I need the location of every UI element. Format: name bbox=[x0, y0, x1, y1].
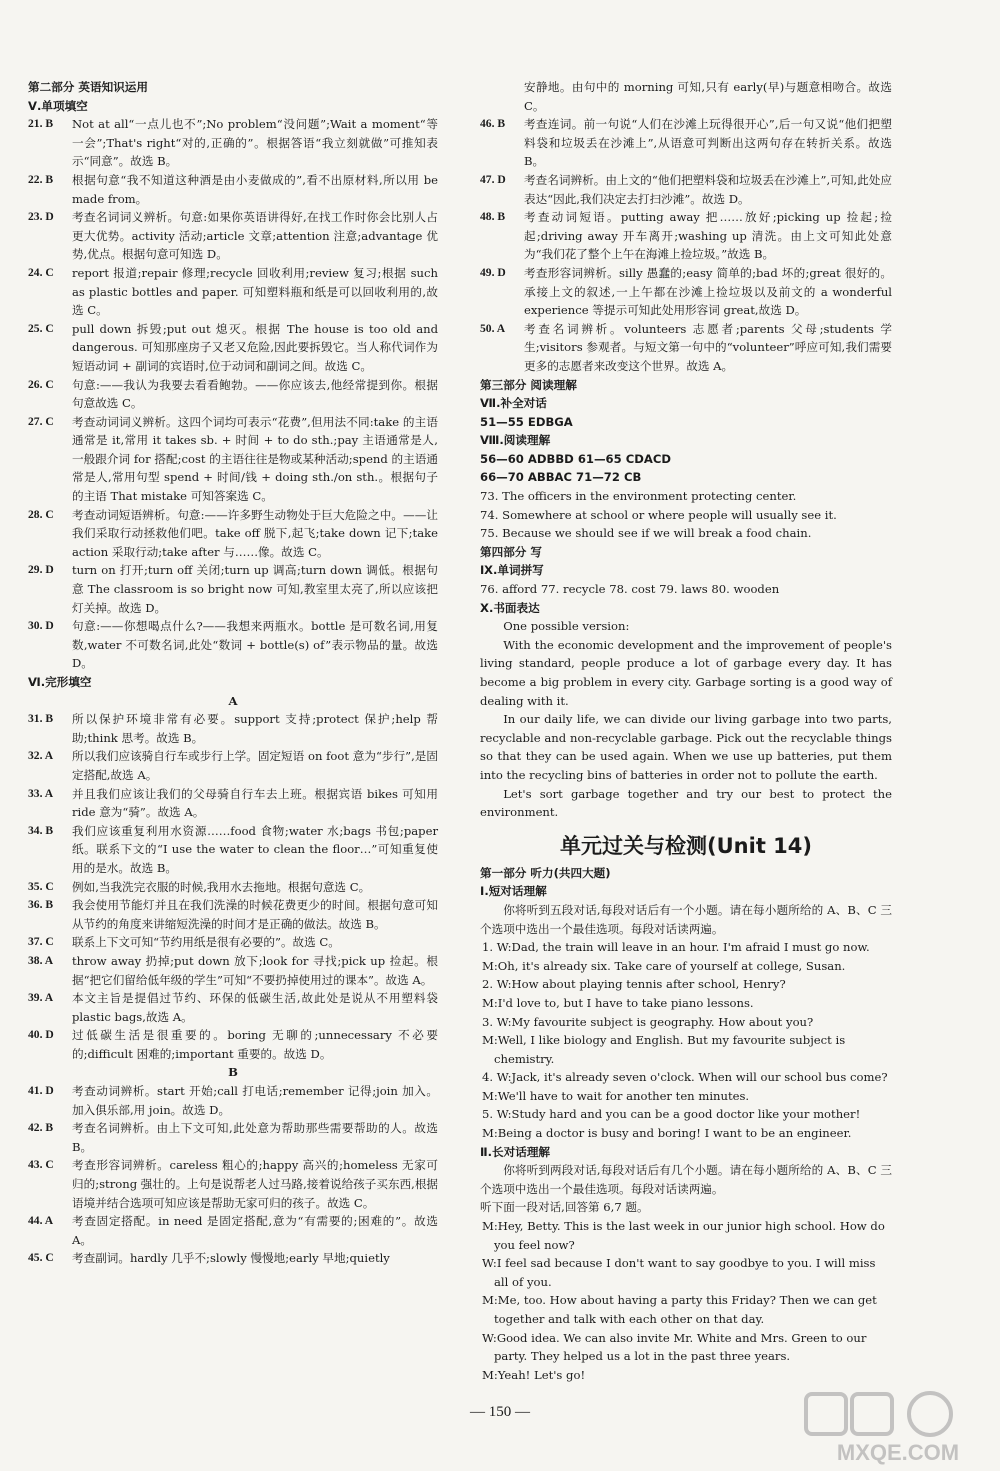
item-number: 47. D bbox=[480, 172, 506, 186]
instruction: 你将听到两段对话,每段对话后有几个小题。请在每小题所给的 A、B、C 三个选项中选出一个最佳选项。每段对话读两遍。 bbox=[480, 1163, 892, 1196]
item-text: 考查名词辨析。由上下文可知,此处意为帮助那些需要帮助的人。故选 B。 bbox=[72, 1121, 438, 1154]
item-text: pull down 拆毁;put out 熄灭。根据 The house is too old and dangerous. 可知那座房子又老又危险,因此要拆毁它。当人称代词作为短语动词 + 副词的宾语时,位于动词和副词之间。故选 C。 bbox=[72, 321, 438, 373]
item-text: 我们应该重复利用水资源……food 食物;water 水;bags 书包;paper 纸。联系下文的“I use the water to clean the floor…”可知重复使用的是水。故选 B。 bbox=[72, 823, 438, 875]
answer-item bbox=[480, 171, 892, 208]
item-number: 44. A bbox=[28, 1214, 54, 1228]
item-text: throw away 扔掉;put down 放下;look for 寻找;pick up 捡起。根据“把它们留给低年级的学生”可知“不要扔掉使用过的课本”。故选 A。 bbox=[72, 953, 438, 987]
answer-item bbox=[28, 1026, 438, 1063]
item-number: 45. C bbox=[28, 1251, 54, 1265]
item-text: 根据句意“我不知道这种酒是由小麦做成的”,看不出原材料,所以用 be made from。 bbox=[72, 172, 438, 206]
answer-line: 73. The officers in the environment protecting center. bbox=[480, 489, 797, 504]
item-text: 考查形容词辨析。careless 粗心的;happy 高兴的;homeless 无家可归的;strong 强壮的。上句是说帮老人过马路,接着说给孩子买东西,根据语境并结合选项可知应该是帮助无家可归的孩子。故选 C。 bbox=[72, 1158, 439, 1210]
answer-item bbox=[28, 115, 438, 171]
item-number: 50. A bbox=[480, 321, 506, 335]
answer-line: 74. Somewhere at school or where people will usually see it. bbox=[480, 507, 837, 522]
section-title: 第二部分 英语知识运用 bbox=[28, 80, 148, 94]
cloze-a-list bbox=[28, 710, 438, 1063]
dialog-list bbox=[480, 938, 892, 1143]
part-label: B bbox=[228, 1065, 238, 1080]
dialog-line: M:I'd love to, but I have to take piano lessons. bbox=[482, 995, 754, 1010]
answer-item bbox=[28, 1119, 438, 1156]
answer-item bbox=[480, 264, 892, 320]
item-text: 考查动词词义辨析。这四个词均可表示“花费”,但用法不同:take 的主语通常是 it,常用 it takes sb. + 时间 + to do sth.;pay 主语通常是人,一般跟介词 for 搭配;cost 的主语往往是物或某种活动;spend 的主语通常是人,常用句型 spend + 时间/钱 + doing sth./on sth.。根据句子的主语 That mistake 可知答案选 C。 bbox=[72, 414, 438, 504]
answer-item bbox=[28, 1212, 438, 1249]
essay-paragraph: Let's sort garbage together and try our best to protect the environment. bbox=[480, 786, 892, 820]
answer-item bbox=[28, 710, 438, 747]
part-label: A bbox=[228, 693, 238, 708]
answer-item bbox=[28, 264, 438, 320]
essay-paragraph: With the economic development and the improvement of people's living standard, people produce a lot of garbage every day. It has become a big problem in every city. Garbage sorting is a good way of dealing with it. bbox=[480, 637, 892, 708]
continued-answer: 安静地。由句中的 morning 可知,只有 early(早)与题意相吻合。故选 C。 bbox=[524, 80, 892, 113]
single-choice-list bbox=[28, 115, 438, 673]
dialog-line: 2. W:How about playing tennis after school, Henry? bbox=[482, 977, 786, 992]
item-text: 并且我们应该让我们的父母骑自行车去上班。根据宾语 bikes 可知用 ride 意为“骑”。故选 A。 bbox=[72, 786, 438, 820]
item-number: 24. C bbox=[28, 265, 54, 279]
unit-title: 单元过关与检测(Unit 14) bbox=[560, 833, 812, 858]
answer-item bbox=[28, 506, 438, 562]
item-text: 联系上下文可知“节约用纸是很有必要的”。故选 C。 bbox=[72, 935, 340, 950]
left-column bbox=[28, 78, 438, 1268]
dialog-line: M:Being a doctor is busy and boring! I want to be an engineer. bbox=[482, 1126, 852, 1141]
item-number: 21. B bbox=[28, 117, 54, 131]
answer-item bbox=[28, 747, 438, 784]
answer-item bbox=[28, 878, 438, 897]
section-title: 第四部分 写 bbox=[480, 544, 543, 559]
item-number: 48. B bbox=[480, 210, 506, 224]
right-column bbox=[480, 78, 892, 1384]
item-number: 26. C bbox=[28, 377, 54, 391]
item-text: 考查名词辨析。volunteers 志愿者;parents 父母;students 学生;visitors 参观者。与短文第一句中的“volunteer”呼应可知,我们需要更多的志愿者来改变这个世界。故选 A。 bbox=[524, 321, 892, 373]
item-number: 30. D bbox=[28, 619, 54, 633]
answer-item bbox=[28, 617, 438, 673]
dialog-list bbox=[480, 1217, 892, 1384]
dialog-line: M:Oh, it's already six. Take care of yourself at college, Susan. bbox=[482, 958, 846, 973]
dialog-line: M:Well, I like biology and English. But my favourite subject is chemistry. bbox=[482, 1033, 846, 1066]
dialog-line: M:Hey, Betty. This is the last week in our junior high school. How do you feel now? bbox=[482, 1219, 885, 1252]
subsection-title: Ⅵ.完形填空 bbox=[28, 675, 92, 689]
item-text: 句意:——你想喝点什么?——我想来两瓶水。bottle 是可数名词,用复数,water 不可数名词,此处“数词 + bottle(s) of”表示物品的量。故选 D。 bbox=[72, 619, 438, 671]
item-number: 42. B bbox=[28, 1121, 54, 1135]
instruction: 你将听到五段对话,每段对话后有一个小题。请在每小题所给的 A、B、C 三个选项中选出一个最佳选项。每段对话读两遍。 bbox=[480, 902, 892, 936]
section-title: 第三部分 阅读理解 bbox=[480, 377, 577, 392]
item-number: 41. D bbox=[28, 1084, 54, 1098]
answer-key: 51—55 EDBGA bbox=[480, 414, 573, 429]
answer-item bbox=[28, 896, 438, 933]
answer-key: 56—60 ADBBD 61—65 CDACD bbox=[480, 451, 671, 466]
answer-item bbox=[28, 376, 438, 413]
item-text: 句意:——我认为我要去看看鲍勃。——你应该去,他经常提到你。根据句意故选 C。 bbox=[72, 377, 438, 411]
dialog-line: M:Yeah! Let's go! bbox=[482, 1367, 586, 1382]
answer-item bbox=[28, 952, 438, 989]
item-number: 34. B bbox=[28, 823, 54, 837]
dialog-line: W:I feel sad because I don't want to say goodbye to you. I will miss all of you. bbox=[482, 1256, 876, 1289]
item-number: 38. A bbox=[28, 953, 54, 967]
item-number: 40. D bbox=[28, 1028, 54, 1042]
item-number: 43. C bbox=[28, 1158, 54, 1172]
page-number: — 150 — bbox=[470, 1404, 530, 1420]
item-text: 例如,当我洗完衣服的时候,我用水去拖地。根据句意选 C。 bbox=[72, 879, 371, 894]
subsection-title: Ⅱ.长对话理解 bbox=[480, 1144, 551, 1159]
answer-line: 76. afford 77. recycle 78. cost 79. laws 80. wooden bbox=[480, 582, 780, 597]
answer-key: 66—70 ABBAC 71—72 CB bbox=[480, 470, 642, 485]
essay bbox=[480, 636, 892, 822]
answer-item bbox=[28, 561, 438, 617]
item-text: 考查动词辨析。start 开始;call 打电话;remember 记得;join 加入。加入俱乐部,用 join。故选 D。 bbox=[72, 1084, 438, 1117]
item-text: 我会使用节能灯并且在我们洗澡的时候花费更少的时间。根据句意可知从节约的角度来讲缩短洗澡的时间才是正确的做法。故选 B。 bbox=[72, 898, 438, 931]
dialog-line: M:Me, too. How about having a party this Friday? Then we can get together and talk with each other on that day. bbox=[482, 1293, 877, 1326]
subsection-title: Ⅶ.补全对话 bbox=[480, 396, 547, 411]
answer-item bbox=[28, 822, 438, 878]
watermark-logo bbox=[800, 1388, 996, 1466]
essay-intro: One possible version: bbox=[503, 619, 630, 634]
answer-item bbox=[480, 208, 892, 264]
item-number: 36. B bbox=[28, 898, 54, 912]
item-text: 考查连词。前一句说“人们在沙滩上玩得很开心”,后一句又说“他们把塑料袋和垃圾丢在沙滩上”,从语意可判断出这两句存在转折关系。故选 B。 bbox=[524, 117, 892, 169]
essay-paragraph: In our daily life, we can divide our living garbage into two parts, recyclable and non-recyclable garbage. Pick out the recyclable things so that they can be used again. When we use up batteries, put them into the recycling bins of batteries in order not to pollute the earth. bbox=[480, 712, 892, 782]
dialog-line: M:We'll have to wait for another ten minutes. bbox=[482, 1088, 750, 1103]
item-text: 考查名词词义辨析。句意:如果你英语讲得好,在找工作时你会比别人占更大优势。activity 活动;article 文章;attention 注意;advantage 优势,优点。根据句意可知选 D。 bbox=[72, 210, 438, 262]
answer-item bbox=[28, 785, 438, 822]
answer-item bbox=[28, 1082, 438, 1119]
item-text: 考查名词辨析。由上文的“他们把塑料袋和垃圾丢在沙滩上”,可知,此处应表达“因此,我们决定去打扫沙滩”。故选 D。 bbox=[524, 172, 892, 206]
item-number: 33. A bbox=[28, 786, 54, 800]
item-text: Not at all“一点儿也不”;No problem“没问题”;Wait a moment“等一会”;That's right“对的,正确的”。根据答语“我立刻就做”可推知表示“同意”。故选 B。 bbox=[72, 117, 438, 169]
item-number: 29. D bbox=[28, 563, 54, 577]
item-number: 37. C bbox=[28, 935, 54, 949]
item-number: 32. A bbox=[28, 749, 54, 763]
answer-item bbox=[28, 413, 438, 506]
item-text: 考查固定搭配。in need 是固定搭配,意为“有需要的;困难的”。故选 A。 bbox=[72, 1214, 438, 1247]
item-text: 考查副词。hardly 几乎不;slowly 慢慢地;early 早地;quietly bbox=[72, 1251, 390, 1266]
listen-instruction: 听下面一段对话,回答第 6,7 题。 bbox=[480, 1200, 649, 1215]
answer-line: 75. Because we should see if we will break a food chain. bbox=[480, 526, 812, 541]
item-number: 39. A bbox=[28, 991, 54, 1005]
item-number: 22. B bbox=[28, 172, 54, 186]
dialog-line: 4. W:Jack, it's already seven o'clock. When will our school bus come? bbox=[482, 1070, 888, 1085]
item-text: 本文主旨是提倡过节约、环保的低碳生活,故此处是说从不用塑料袋 plastic bags,故选 A。 bbox=[72, 991, 438, 1024]
subsection-title: Ⅰ.短对话理解 bbox=[480, 884, 547, 899]
answer-item bbox=[480, 320, 892, 376]
item-text: 考查动词短语辨析。句意:——许多野生动物处于巨大危险之中。——让我们采取行动拯救他们吧。take off 脱下,起飞;take down 记下;take action 采取行动;take after 与……像。故选 C。 bbox=[72, 507, 438, 559]
answer-item bbox=[28, 1249, 438, 1268]
subsection-title: Ⅸ.单词拼写 bbox=[480, 563, 544, 578]
item-text: 考查动词短语。putting away 把……放好;picking up 捡起;捡起;driving away 开车离开;washing up 清洗。由上文可知此处意为“我们花了整个上午在海滩上捡垃圾。”故选 B。 bbox=[524, 210, 892, 262]
section-title: 第一部分 听力(共四大题) bbox=[480, 865, 611, 880]
subsection-title: Ⅷ.阅读理解 bbox=[480, 433, 551, 448]
answer-item bbox=[28, 171, 438, 208]
item-text: 所以保护环境非常有必要。support 支持;protect 保护;help 帮助;think 思考。故选 B。 bbox=[72, 712, 438, 745]
item-number: 28. C bbox=[28, 507, 54, 521]
subsection-title: Ⅹ.书面表达 bbox=[480, 600, 540, 615]
item-number: 25. C bbox=[28, 321, 54, 335]
item-text: 过低碳生活是很重要的。boring 无聊的;unnecessary 不必要的;difficult 困难的;important 重要的。故选 D。 bbox=[72, 1028, 438, 1061]
dialog-line: 1. W:Dad, the train will leave in an hour. I'm afraid I must go now. bbox=[482, 940, 870, 955]
answer-item bbox=[28, 933, 438, 952]
item-text: 所以我们应该骑自行车或步行上学。固定短语 on foot 意为“步行”,是固定搭配,故选 A。 bbox=[72, 749, 438, 782]
answer-list bbox=[480, 115, 892, 375]
cloze-b-list bbox=[28, 1082, 438, 1268]
item-number: 31. B bbox=[28, 712, 54, 726]
item-number: 46. B bbox=[480, 117, 506, 131]
answer-item bbox=[28, 320, 438, 376]
watermark-url: MXQE.COM bbox=[836, 1440, 960, 1465]
answer-item bbox=[28, 208, 438, 264]
dialog-line: W:Good idea. We can also invite Mr. White and Mrs. Green to our party. They helped us a lot in the past three years. bbox=[482, 1330, 867, 1364]
subsection-title: Ⅴ.单项填空 bbox=[28, 98, 88, 113]
item-number: 49. D bbox=[480, 265, 506, 279]
item-number: 27. C bbox=[28, 414, 54, 428]
item-text: report 报道;repair 修理;recycle 回收利用;review 复习;根据 such as plastic bottles and paper. 可知塑料瓶和纸是可以回收利用的,故选 C。 bbox=[72, 265, 438, 318]
dialog-line: 3. W:My favourite subject is geography. How about you? bbox=[482, 1014, 814, 1029]
item-number: 23. D bbox=[28, 210, 54, 224]
dialog-line: 5. W:Study hard and you can be a good doctor like your mother! bbox=[482, 1107, 861, 1122]
item-text: turn on 打开;turn off 关闭;turn up 调高;turn down 调低。根据句意 The classroom is so bright now 可知,教室里太亮了,所以应该把灯关掉。故选 D。 bbox=[72, 563, 438, 615]
answer-item bbox=[480, 115, 892, 171]
item-number: 35. C bbox=[28, 879, 54, 893]
answer-item bbox=[28, 1156, 438, 1212]
item-text: 考查形容词辨析。silly 愚蠢的;easy 简单的;bad 坏的;great 很好的。承接上文的叙述,一上午都在沙滩上捡垃圾以及前文的 a wonderful experience 等提示可知此处用形容词 great,故选 D。 bbox=[524, 265, 892, 318]
answer-item bbox=[28, 989, 438, 1026]
